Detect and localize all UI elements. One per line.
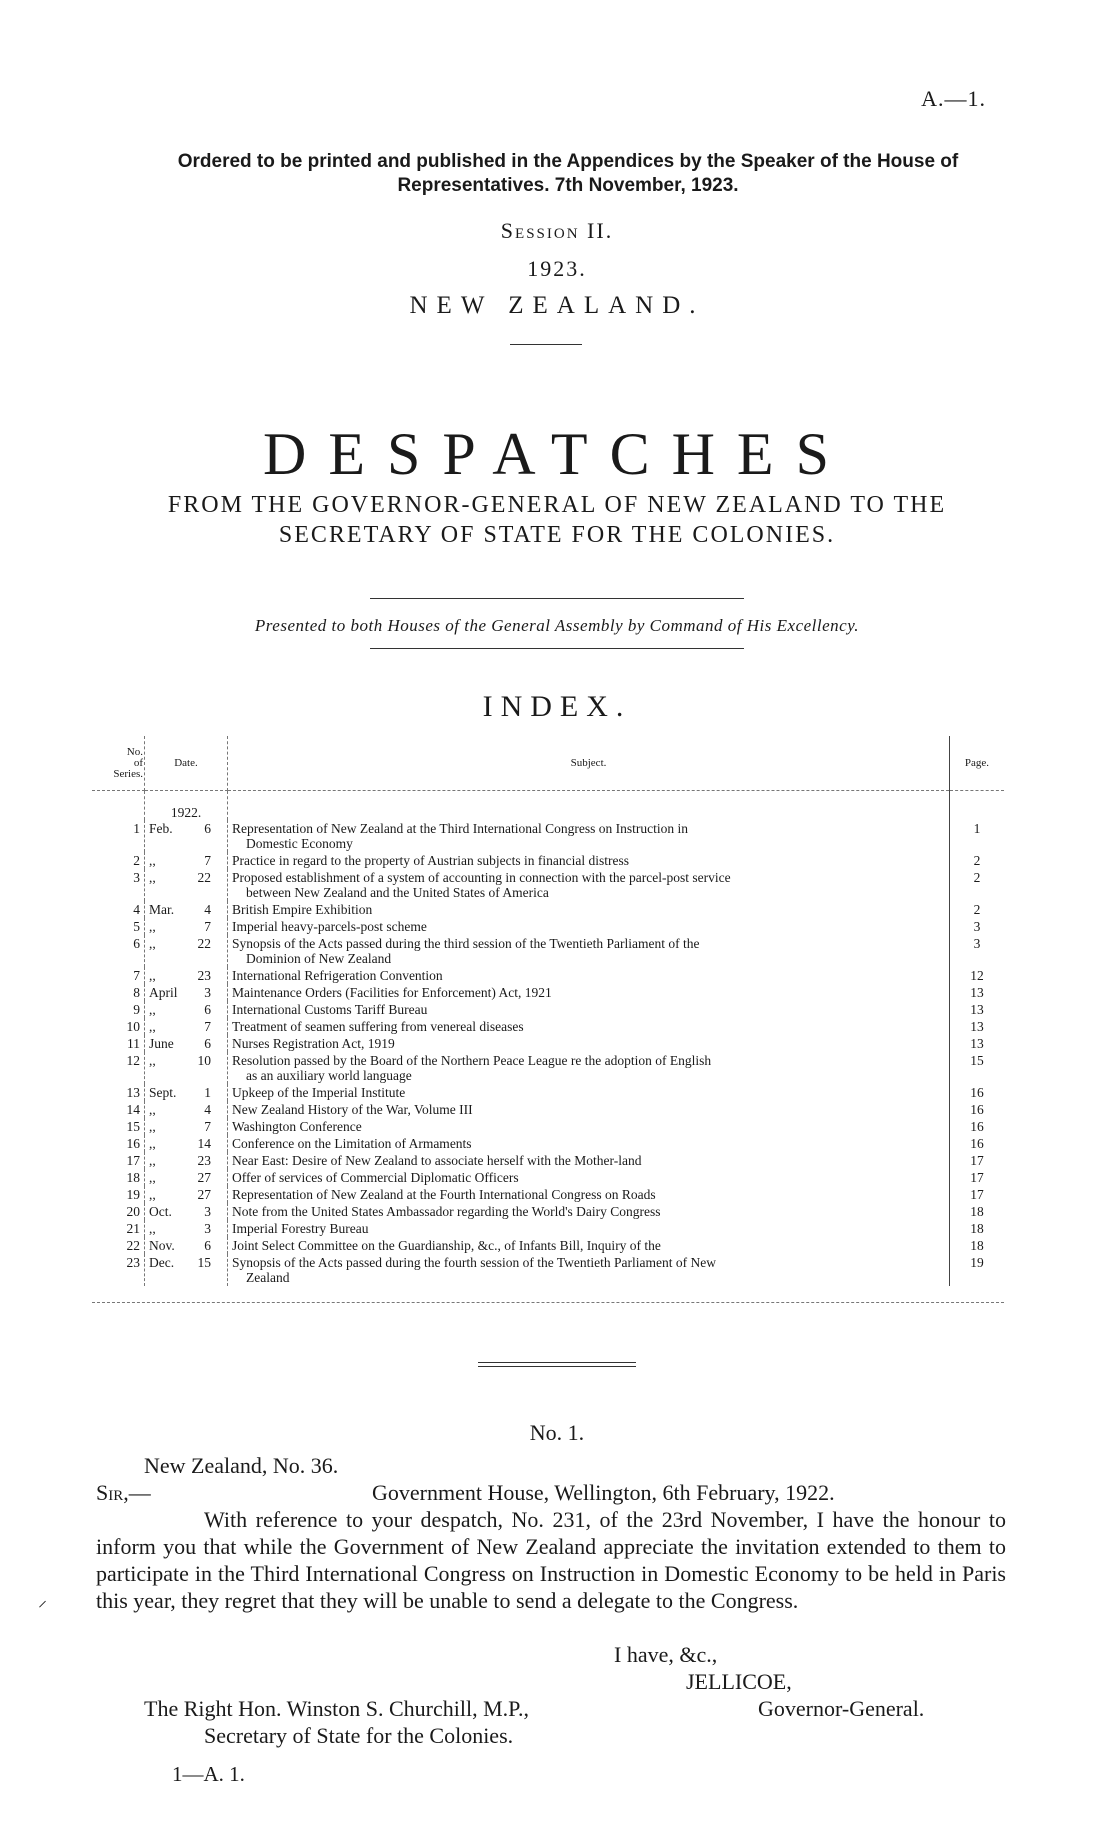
index-row-day: 7 bbox=[204, 1119, 211, 1134]
index-row-subject-text: British Empire Exhibition bbox=[232, 902, 373, 917]
divider-long bbox=[370, 598, 744, 599]
col-header-page: Page. bbox=[950, 736, 1005, 791]
index-row-subject-text: Representation of New Zealand at the Fourth International Congress on Roads bbox=[232, 1187, 656, 1202]
index-row-day: 3 bbox=[204, 985, 211, 1000]
col-header-no: No. of Series. bbox=[92, 736, 145, 791]
index-row bbox=[92, 1018, 1004, 1035]
index-row-subject bbox=[228, 1186, 950, 1203]
despatch-address: Government House, Wellington, 6th February, 1922. bbox=[372, 1480, 835, 1505]
index-row-day: 23 bbox=[197, 968, 211, 983]
index-row-subject-text: Nurses Registration Act, 1919 bbox=[232, 1036, 395, 1051]
index-row-day: 15 bbox=[197, 1255, 211, 1270]
index-row-subject-text: Note from the United States Ambassador regarding the World's Dairy Congress bbox=[232, 1204, 661, 1219]
index-row-subject bbox=[228, 820, 950, 852]
subtitle-line-1: FROM THE GOVERNOR-GENERAL OF NEW ZEALAND TO THE bbox=[167, 492, 947, 518]
index-row-page: 2 bbox=[973, 870, 981, 885]
index-row bbox=[92, 869, 1004, 901]
index-row-page: 12 bbox=[970, 968, 984, 983]
index-row-subject bbox=[228, 1203, 950, 1220]
index-row-subject-text: Imperial Forestry Bureau bbox=[232, 1221, 369, 1236]
index-row-subject-continuation: between New Zealand and the United States of America bbox=[246, 885, 549, 900]
index-row-subject bbox=[228, 918, 950, 935]
index-row-subject-text: Imperial heavy-parcels-post scheme bbox=[232, 919, 427, 934]
index-row-month: Nov. bbox=[149, 1238, 175, 1253]
index-row-day: 6 bbox=[204, 1238, 211, 1253]
index-row-date bbox=[145, 1052, 228, 1084]
despatch-body-text: With reference to your despatch, No. 231, of the 23rd November, I have the honour to inform you that while the Government of New Zealand appreciate the invitation extended to them to participate in the Third International Congress on Instruction in Domestic Economy to be held in Paris this year, they regret that they will be unable to send a delegate to the Congress. bbox=[96, 1507, 1006, 1613]
index-row-day: 10 bbox=[197, 1053, 211, 1068]
index-table bbox=[92, 736, 1004, 1286]
index-row-page: 3 bbox=[973, 919, 981, 934]
index-row-page: 3 bbox=[973, 936, 981, 951]
index-row bbox=[92, 1035, 1004, 1052]
despatch-body bbox=[96, 1506, 1006, 1614]
index-row-subject-continuation: as an auxiliary world language bbox=[246, 1068, 412, 1083]
index-row-number: 22 bbox=[92, 1237, 145, 1254]
index-row-subject-text: Upkeep of the Imperial Institute bbox=[232, 1085, 406, 1100]
index-row-subject bbox=[228, 1152, 950, 1169]
index-row-page: 16 bbox=[970, 1102, 984, 1117]
index-row-number: 15 bbox=[92, 1118, 145, 1135]
index-row-subject-text: Synopsis of the Acts passed during the third session of the Twentieth Parliament of the bbox=[232, 936, 700, 951]
index-row-month: Oct. bbox=[149, 1204, 172, 1219]
signatory-title: Governor-General. bbox=[758, 1696, 925, 1721]
index-row-date bbox=[145, 1135, 228, 1152]
index-row-number: 9 bbox=[92, 1001, 145, 1018]
index-row-month: ,, bbox=[149, 1119, 156, 1134]
index-row-number: 23 bbox=[92, 1254, 145, 1286]
index-year-label: 1922. bbox=[145, 791, 228, 821]
col-header-date: Date. bbox=[145, 736, 228, 791]
printing-order-line-1: Ordered to be printed and published in the Appendices by the Speaker of the House of bbox=[177, 151, 959, 172]
index-row-page: 18 bbox=[970, 1221, 984, 1236]
index-row-subject bbox=[228, 1135, 950, 1152]
page-footer: 1—A. 1. bbox=[172, 1762, 245, 1786]
index-row-date bbox=[145, 1186, 228, 1203]
index-row-day: 3 bbox=[204, 1204, 211, 1219]
index-row-subject-continuation: Dominion of New Zealand bbox=[246, 951, 392, 966]
index-row bbox=[92, 1169, 1004, 1186]
index-row-month: April bbox=[149, 985, 178, 1000]
index-row-page: 18 bbox=[970, 1204, 984, 1219]
index-row-subject bbox=[228, 984, 950, 1001]
index-row-date bbox=[145, 918, 228, 935]
subtitle-line-2: SECRETARY OF STATE FOR THE COLONIES. bbox=[278, 522, 836, 548]
index-row-month: ,, bbox=[149, 1019, 156, 1034]
index-row-page: 19 bbox=[970, 1255, 984, 1270]
index-row-page: 13 bbox=[970, 1002, 984, 1017]
recipient-title: Secretary of State for the Colonies. bbox=[204, 1723, 514, 1748]
index-row-subject bbox=[228, 852, 950, 869]
divider-double-2 bbox=[478, 1366, 636, 1367]
index-row-subject-text: International Customs Tariff Bureau bbox=[232, 1002, 428, 1017]
index-row-date bbox=[145, 1169, 228, 1186]
index-row-day: 3 bbox=[204, 1221, 211, 1236]
index-row-date bbox=[145, 1237, 228, 1254]
index-heading: INDEX. bbox=[482, 690, 632, 723]
index-row-subject bbox=[228, 1035, 950, 1052]
index-row-page: 13 bbox=[970, 1036, 984, 1051]
index-row-month: Sept. bbox=[149, 1085, 177, 1100]
index-row-number: 18 bbox=[92, 1169, 145, 1186]
index-row bbox=[92, 901, 1004, 918]
index-row-day: 6 bbox=[204, 821, 211, 836]
index-row-date bbox=[145, 1035, 228, 1052]
index-row-day: 22 bbox=[197, 936, 211, 951]
index-row-subject-text: Synopsis of the Acts passed during the fourth session of the Twentieth Parliament of New bbox=[232, 1255, 716, 1270]
index-bottom-rule bbox=[92, 1302, 1004, 1303]
index-row bbox=[92, 852, 1004, 869]
index-header-row bbox=[92, 736, 1004, 791]
index-row-subject-continuation: Zealand bbox=[246, 1270, 290, 1285]
index-row-subject-text: Near East: Desire of New Zealand to associate herself with the Mother-land bbox=[232, 1153, 642, 1168]
index-row-page: 13 bbox=[970, 1019, 984, 1034]
index-row-month: ,, bbox=[149, 936, 156, 951]
index-row-number: 12 bbox=[92, 1052, 145, 1084]
index-row-number: 7 bbox=[92, 967, 145, 984]
index-row-number: 1 bbox=[92, 820, 145, 852]
index-row-day: 4 bbox=[204, 1102, 211, 1117]
index-row-day: 6 bbox=[204, 1002, 211, 1017]
index-row bbox=[92, 1203, 1004, 1220]
index-row-date bbox=[145, 967, 228, 984]
index-row-subject bbox=[228, 935, 950, 967]
closing: I have, &c., bbox=[614, 1642, 718, 1667]
index-row bbox=[92, 1118, 1004, 1135]
index-row-number: 17 bbox=[92, 1152, 145, 1169]
index-row-month: June bbox=[149, 1036, 174, 1051]
index-row-date bbox=[145, 1018, 228, 1035]
index-row-date bbox=[145, 1084, 228, 1101]
index-row-month: ,, bbox=[149, 1187, 156, 1202]
index-row-page: 16 bbox=[970, 1085, 984, 1100]
index-row-month: ,, bbox=[149, 870, 156, 885]
index-row-day: 22 bbox=[197, 870, 211, 885]
index-row bbox=[92, 1186, 1004, 1203]
index-row bbox=[92, 935, 1004, 967]
divider-long-2 bbox=[370, 648, 744, 649]
index-row-date bbox=[145, 869, 228, 901]
index-row-month: ,, bbox=[149, 968, 156, 983]
index-row-month: Feb. bbox=[149, 821, 173, 836]
index-row-date bbox=[145, 852, 228, 869]
index-row-subject bbox=[228, 1237, 950, 1254]
index-row-month: Dec. bbox=[149, 1255, 175, 1270]
index-row-day: 27 bbox=[197, 1187, 211, 1202]
index-row-day: 1 bbox=[204, 1085, 211, 1100]
index-row bbox=[92, 918, 1004, 935]
index-row-page: 17 bbox=[970, 1170, 984, 1185]
index-row-number: 3 bbox=[92, 869, 145, 901]
index-row-subject bbox=[228, 1220, 950, 1237]
index-row-subject bbox=[228, 1001, 950, 1018]
index-row-month: ,, bbox=[149, 1136, 156, 1151]
index-row-month: ,, bbox=[149, 853, 156, 868]
salutation: Sir,— bbox=[96, 1480, 151, 1505]
index-row-day: 7 bbox=[204, 1019, 211, 1034]
index-row-month: ,, bbox=[149, 1053, 156, 1068]
index-row-subject-text: Proposed establishment of a system of accounting in connection with the parcel-post service bbox=[232, 870, 731, 885]
index-row-subject-text: Treatment of seamen suffering from venereal diseases bbox=[232, 1019, 524, 1034]
index-row-page: 16 bbox=[970, 1136, 984, 1151]
index-row-date bbox=[145, 1101, 228, 1118]
index-row-month: ,, bbox=[149, 1153, 156, 1168]
index-row-subject-text: Conference on the Limitation of Armaments bbox=[232, 1136, 472, 1151]
printing-order-line-2: Representatives. 7th November, 1923. bbox=[397, 175, 739, 196]
index-row-page: 18 bbox=[970, 1238, 984, 1253]
index-row-page: 17 bbox=[970, 1153, 984, 1168]
index-row-date bbox=[145, 1152, 228, 1169]
index-row bbox=[92, 1101, 1004, 1118]
index-row-subject-text: Offer of services of Commercial Diplomatic Officers bbox=[232, 1170, 519, 1185]
index-row bbox=[92, 1237, 1004, 1254]
index-row-number: 6 bbox=[92, 935, 145, 967]
index-row bbox=[92, 1001, 1004, 1018]
index-row-number: 5 bbox=[92, 918, 145, 935]
index-row-page: 2 bbox=[973, 853, 981, 868]
index-row-subject bbox=[228, 1101, 950, 1118]
index-row-date bbox=[145, 1203, 228, 1220]
index-year-row bbox=[92, 791, 1004, 821]
index-row-number: 4 bbox=[92, 901, 145, 918]
index-row-month: Mar. bbox=[149, 902, 175, 917]
index-row-date bbox=[145, 1254, 228, 1286]
index-row-day: 4 bbox=[204, 902, 211, 917]
despatch-reference: New Zealand, No. 36. bbox=[144, 1453, 339, 1478]
index-row-number: 11 bbox=[92, 1035, 145, 1052]
index-row bbox=[92, 1052, 1004, 1084]
index-row bbox=[92, 1220, 1004, 1237]
session-label: Session II. bbox=[500, 218, 614, 243]
index-row-subject-text: International Refrigeration Convention bbox=[232, 968, 443, 983]
index-row-date bbox=[145, 984, 228, 1001]
index-row-date bbox=[145, 1001, 228, 1018]
index-row-subject-text: New Zealand History of the War, Volume III bbox=[232, 1102, 473, 1117]
index-row-number: 10 bbox=[92, 1018, 145, 1035]
index-row-number: 2 bbox=[92, 852, 145, 869]
index-row-month: ,, bbox=[149, 1002, 156, 1017]
index-row bbox=[92, 967, 1004, 984]
index-row-month: ,, bbox=[149, 1170, 156, 1185]
index-row-subject-continuation: Domestic Economy bbox=[246, 836, 353, 851]
index-row-subject bbox=[228, 1118, 950, 1135]
index-row-date bbox=[145, 1220, 228, 1237]
index-row-subject-text: Joint Select Committee on the Guardianship, &c., of Infants Bill, Inquiry of the bbox=[232, 1238, 661, 1253]
index-row-number: 21 bbox=[92, 1220, 145, 1237]
divider-short bbox=[510, 344, 582, 345]
index-row-day: 23 bbox=[197, 1153, 211, 1168]
index-row-number: 8 bbox=[92, 984, 145, 1001]
index-row-subject-text: Representation of New Zealand at the Third International Congress on Instruction in bbox=[232, 821, 689, 836]
col-header-subject: Subject. bbox=[228, 736, 950, 791]
index-row-month: ,, bbox=[149, 1102, 156, 1117]
document-subtitle bbox=[0, 490, 1114, 550]
index-row-day: 14 bbox=[197, 1136, 211, 1151]
index-row-subject bbox=[228, 1084, 950, 1101]
index-row bbox=[92, 1152, 1004, 1169]
despatch-number: No. 1. bbox=[529, 1420, 585, 1445]
index-row-date bbox=[145, 1118, 228, 1135]
printing-order bbox=[118, 150, 1018, 198]
index-row bbox=[92, 984, 1004, 1001]
index-row-subject bbox=[228, 869, 950, 901]
index-row-month: ,, bbox=[149, 919, 156, 934]
index-row-date bbox=[145, 820, 228, 852]
index-row-number: 16 bbox=[92, 1135, 145, 1152]
index-row-page: 16 bbox=[970, 1119, 984, 1134]
index-row-number: 14 bbox=[92, 1101, 145, 1118]
index-row-subject-text: Washington Conference bbox=[232, 1119, 362, 1134]
index-row-page: 2 bbox=[973, 902, 981, 917]
signature: JELLICOE, bbox=[686, 1669, 792, 1694]
document-title: DESPATCHES bbox=[263, 421, 851, 487]
year-label: 1923. bbox=[527, 256, 587, 281]
index-row-subject bbox=[228, 901, 950, 918]
index-row-subject-text: Practice in regard to the property of Austrian subjects in financial distress bbox=[232, 853, 630, 868]
document-reference: A.—1. bbox=[921, 86, 986, 111]
index-row-month: ,, bbox=[149, 1221, 156, 1236]
index-row-page: 13 bbox=[970, 985, 984, 1000]
presented-note: Presented to both Houses of the General Assembly by Command of His Excellency. bbox=[254, 616, 860, 635]
margin-tick-mark: ⸝ bbox=[38, 1590, 47, 1610]
index-row-day: 7 bbox=[204, 853, 211, 868]
index-row bbox=[92, 820, 1004, 852]
country-label: NEW ZEALAND. bbox=[409, 292, 705, 319]
index-row-subject-text: Maintenance Orders (Facilities for Enforcement) Act, 1921 bbox=[232, 985, 552, 1000]
divider-double-1 bbox=[478, 1362, 636, 1363]
index-row-number: 13 bbox=[92, 1084, 145, 1101]
index-row-subject bbox=[228, 1052, 950, 1084]
index-row-subject bbox=[228, 1254, 950, 1286]
index-row-day: 7 bbox=[204, 919, 211, 934]
index-row-subject bbox=[228, 1018, 950, 1035]
index-row-subject bbox=[228, 967, 950, 984]
index-row-page: 17 bbox=[970, 1187, 984, 1202]
index-row-day: 6 bbox=[204, 1036, 211, 1051]
index-row-date bbox=[145, 901, 228, 918]
index-row-date bbox=[145, 935, 228, 967]
index-row-page: 1 bbox=[973, 821, 981, 836]
index-row bbox=[92, 1135, 1004, 1152]
index-row-page: 15 bbox=[970, 1053, 984, 1068]
index-row-number: 19 bbox=[92, 1186, 145, 1203]
index-row bbox=[92, 1254, 1004, 1286]
index-row-day: 27 bbox=[197, 1170, 211, 1185]
index-row-number: 20 bbox=[92, 1203, 145, 1220]
index-row-subject bbox=[228, 1169, 950, 1186]
recipient: The Right Hon. Winston S. Churchill, M.P., bbox=[144, 1696, 529, 1721]
index-row-subject-text: Resolution passed by the Board of the Northern Peace League re the adoption of English bbox=[232, 1053, 712, 1068]
index-row bbox=[92, 1084, 1004, 1101]
